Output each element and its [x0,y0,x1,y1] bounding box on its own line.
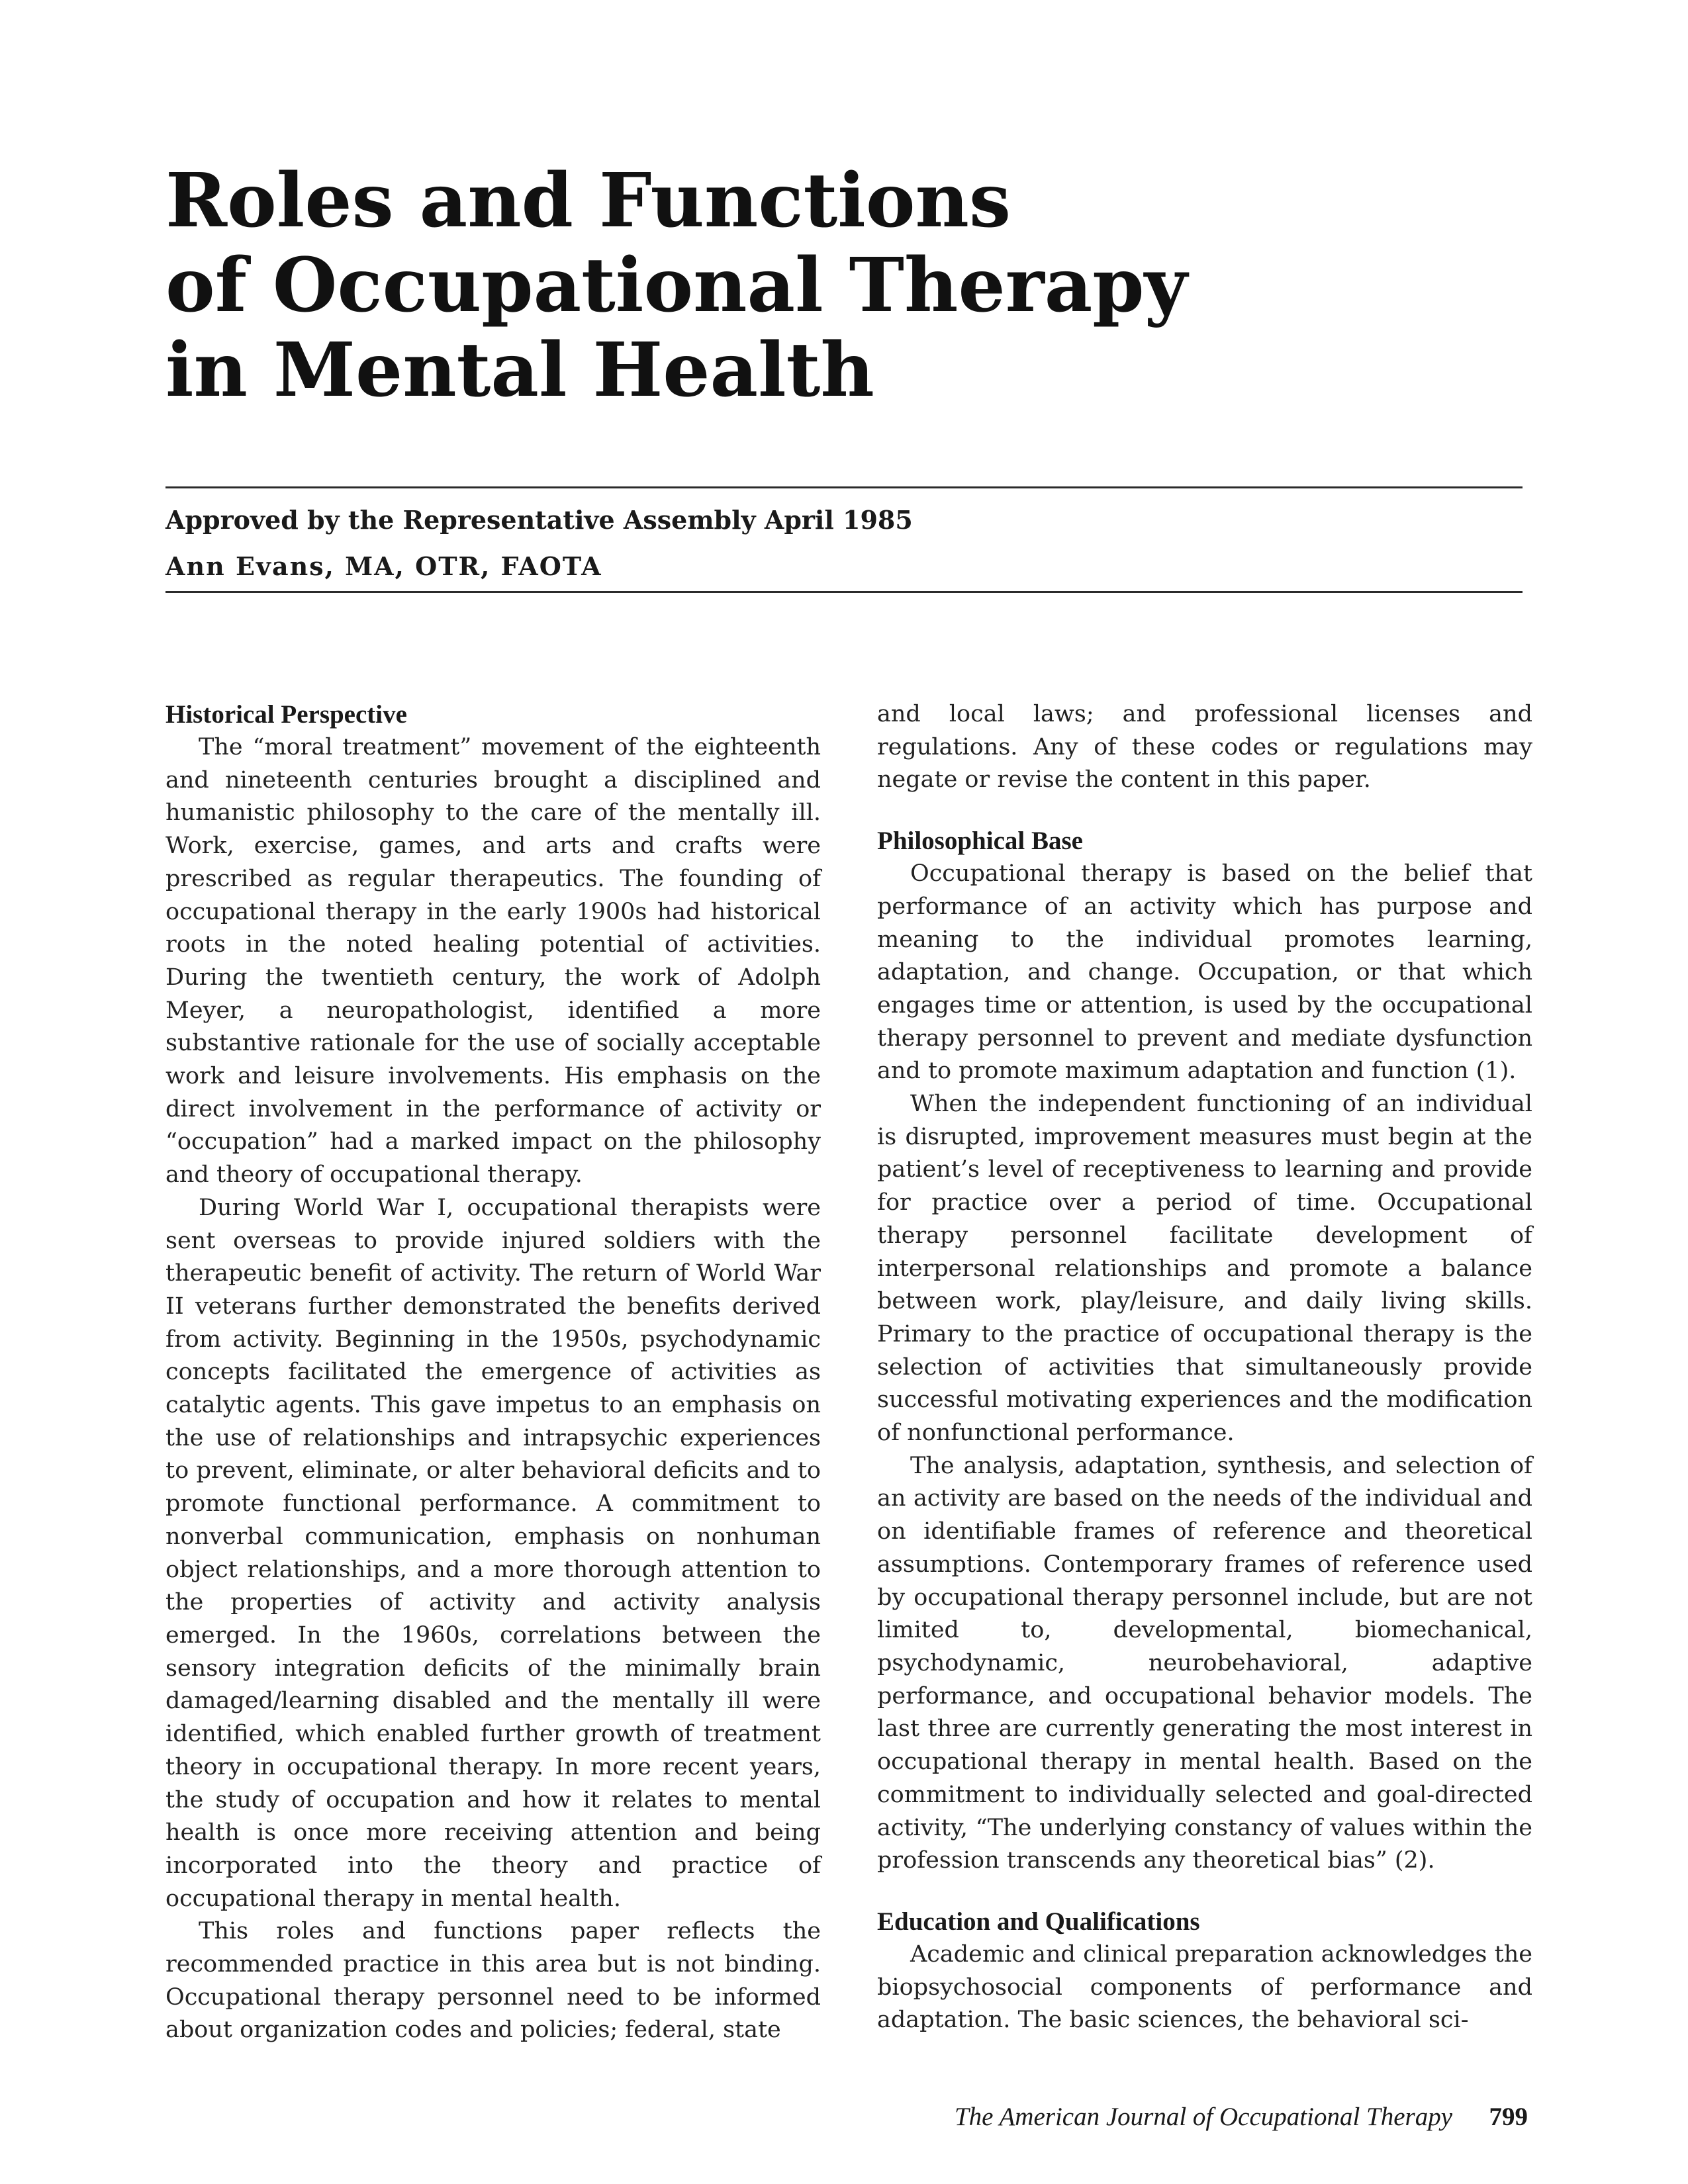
paragraph: This roles and functions paper reflects the recommended practice in this area but is not binding. Occupational therapy personnel need to be informed about organization codes and policies; federal, state [165,1918,821,2044]
paragraph: The “moral treatment” movement of the eighteenth and nineteenth centuries brought a disciplined and humanistic philosophy to the care of the mentally ill. Work, exercise, games, and arts and crafts were prescribed as regular therapeutics. The founding of occupational therapy in the early 1900s had historical roots in the noted healing potential of activities. During the twentieth century, the work of Adolph Meyer, a neuropathologist, identified a more substantive rationale for the use of socially acceptable work and leisure involvements. His emphasis on the direct involvement in the performance of activity or “occupation” had a marked impact on the philosophy and theory of occupational therapy. [165,734,821,1189]
author-byline: Ann Evans, MA, OTR, FAOTA [165,551,602,581]
journal-name: The American Journal of Occupational Therapy [954,2103,1453,2131]
left-column [165,698,821,2047]
title-line-3: in Mental Health [165,327,874,414]
section-spacer [877,797,1532,825]
header-rule-bottom [165,591,1523,593]
paragraph-continued: and local laws; and professional licenses and regulations. Any of these codes or regulations may negate or revise the content in this paper. [877,701,1532,794]
title-line-1: Roles and Functions [165,158,1011,244]
page-number: 799 [1489,2103,1528,2131]
section-spacer [877,1878,1532,1905]
section-heading-philosophical-base: Philosophical Base [877,827,1083,856]
page-footer [955,2101,1528,2134]
paragraph: During World War I, occupational therapists were sent overseas to provide injured soldiers with the therapeutic benefit of activity. The return of World War II veterans further demonstrated the benefits derived from activity. Beginning in the 1950s, psychodynamic concepts facilitated the emergence of activities as catalytic agents. This gave impetus to an emphasis on the use of relationships and intrapsychic experiences to prevent, eliminate, or alter behavioral deficits and to promote functional performance. A commitment to nonverbal communication, emphasis on nonhuman object relationships, and a more thorough attention to the properties of activity and activity analysis emerged. In the 1960s, correlations between the sensory integration deficits of the minimally brain damaged/learning disabled and the mentally ill were identified, which enabled further growth of treatment theory in occupational therapy. In more recent years, the study of occupation and how it relates to mental health is once more receiving attention and being incorporated into the theory and practice of occupational therapy in mental health. [165,1194,821,1912]
paragraph: Occupational therapy is based on the belief that performance of an activity which has purpose and meaning to the individual promotes learning, adaptation, and change. Occupation, or that which engages time or attention, is used by the occupational therapy personnel to prevent and mediate dysfunction and to promote maximum adaptation and function (1). [877,860,1532,1085]
approval-note: Approved by the Representative Assembly April 1985 [165,505,913,535]
section-heading-historical-perspective: Historical Perspective [165,700,407,729]
paragraph: Academic and clinical preparation acknowledges the biopsychosocial components of performance and adaptation. The basic sciences, the behavioral sci- [877,1940,1532,2034]
title-line-2: of Occupational Therapy [165,242,1188,329]
section-heading-education-and-qualifications: Education and Qualifications [877,1907,1200,1936]
paragraph: The analysis, adaptation, synthesis, and selection of an activity are based on the needs of the individual and on identifiable frames of reference and theoretical assumptions. Contemporary frames of reference used by occupational therapy personnel include, but are not limited to, developmental, biomechanical, psychodynamic, neurobehavioral, adaptive performance, and occupational behavior models. The last three are currently generating the most interest in occupational therapy in mental health. Based on the commitment to individually selected and goal-directed activity, “The underlying constancy of values within the profession transcends any theoretical bias” (2). [877,1452,1532,1874]
right-column [877,698,1532,2037]
header-rule-top [165,486,1523,488]
paragraph: When the independent functioning of an individual is disrupted, improvement measures must begin at the patient’s level of receptiveness to learning and provide for practice over a period of time. Occupational therapy personnel facilitate development of interpersonal relationships and promote a balance between work, play/leisure, and daily living skills. Primary to the practice of occupational therapy is the selection of activities that simultaneously provide successful motivating experiences and the modification of nonfunctional performance. [877,1091,1532,1447]
article-title [165,159,1423,413]
